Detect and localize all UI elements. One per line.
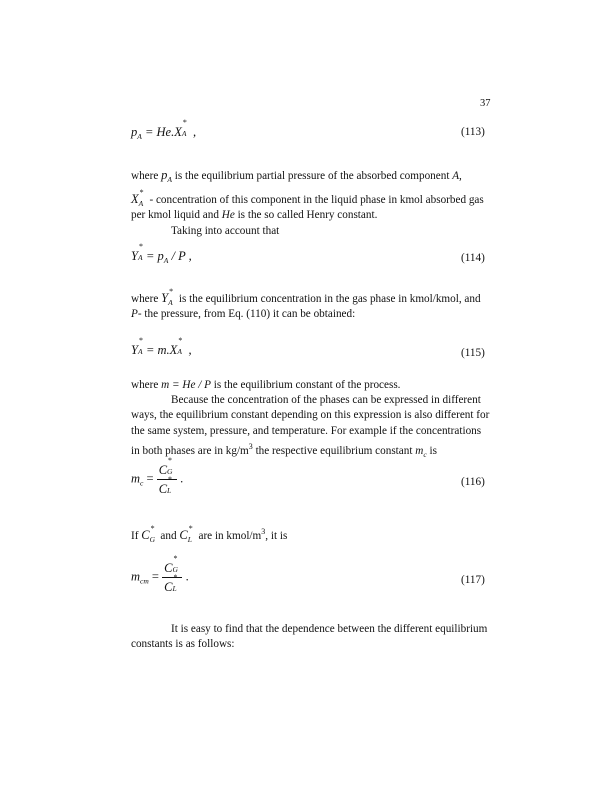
- equation-115-number: (115): [461, 347, 485, 359]
- eq115-tail: ,: [185, 343, 192, 357]
- p2-y-symbol: Y: [161, 291, 169, 305]
- eq117-den-sub: L: [172, 584, 177, 593]
- eq116-tail: .: [180, 471, 184, 486]
- eq113-rhs-sup: *: [182, 118, 187, 127]
- eq115-lhs-sub: A: [137, 347, 143, 356]
- p4-cl-sub: L: [187, 535, 192, 544]
- p1-l3a: per kmol liquid and: [131, 209, 222, 222]
- p1-l3b: is the so called Henry constant.: [234, 209, 378, 222]
- equation-114-number: (114): [461, 252, 485, 264]
- eq114-rest: / P ,: [168, 249, 192, 263]
- p3-line5: [131, 439, 493, 462]
- p2-l2b: - the pressure, from Eq. (110) it can be obtained:: [137, 308, 356, 321]
- paragraph-5: [131, 622, 493, 652]
- p3-l5b: the respective equilibrium constant: [252, 444, 416, 457]
- page-number: 37: [480, 98, 491, 109]
- p3-line4: the same system, pressure, and temperature. For example if the concentrations: [131, 424, 482, 437]
- p2-l1a: where: [131, 293, 162, 305]
- p3-l5c: is: [426, 444, 437, 457]
- eq116-num-sup: *: [168, 456, 173, 465]
- equation-113-number: (113): [461, 126, 485, 138]
- p1-p-sub: A: [167, 175, 172, 184]
- p1-x-sub: A: [138, 199, 144, 209]
- equation-113: [131, 118, 197, 141]
- paragraph-4: [131, 524, 287, 544]
- eq117-den-sup: *: [173, 573, 178, 582]
- p3-l5-sup: 3: [248, 441, 253, 451]
- p4-b: and: [157, 530, 180, 542]
- eq116-fraction-bar: [157, 479, 177, 480]
- eq116-denominator: [157, 475, 177, 497]
- p3-l5a: in both phases are in kg/m: [131, 444, 249, 457]
- eq117-numerator: [162, 554, 182, 576]
- p3-mc: m: [415, 444, 424, 457]
- eq117-lhs-sub: cm: [140, 576, 149, 586]
- p2-line2: [131, 307, 493, 322]
- eq115-rhs-sup: *: [178, 336, 183, 345]
- eq116-den-c: C: [158, 482, 168, 496]
- p1-x-symbol: X: [131, 192, 139, 207]
- p1-p-symbol: p: [161, 168, 168, 182]
- p4-cl: C: [179, 528, 188, 542]
- p2-l1b: is the equilibrium concentration in the gas phase in kmol/kmol, and: [176, 293, 481, 305]
- p4-cg: C: [141, 528, 150, 542]
- p3-line1: [131, 378, 493, 393]
- eq113-rhs-sub: A: [181, 129, 187, 138]
- p4-cg-sup: *: [150, 524, 155, 533]
- p5-line1: It is easy to find that the dependence between the different equilibrium: [171, 623, 488, 635]
- eq114-lhs-sup: *: [138, 242, 143, 251]
- p4-c: are in kmol/m: [195, 530, 262, 542]
- eq116-den-sup: *: [168, 475, 173, 484]
- eq117-fraction: [162, 554, 182, 595]
- eq113-tail: ,: [189, 125, 197, 139]
- p3-line3: ways, the equilibrium constant depending on this expression is also different for: [131, 409, 490, 422]
- eq117-fraction-bar: [162, 577, 182, 578]
- eq116-num-c: C: [158, 463, 168, 477]
- eq116-fraction: [157, 456, 177, 497]
- eq117-lhs: m: [131, 569, 141, 584]
- eq114-lhs: Y: [131, 249, 138, 263]
- p5-line2: constants is as follows:: [131, 638, 235, 651]
- eq115-rhs: = m.X: [145, 343, 178, 357]
- eq116-num-sub: G: [167, 467, 173, 476]
- paragraph-2: [131, 287, 493, 322]
- equation-117-number: (117): [461, 574, 485, 586]
- eq117-den-c: C: [164, 580, 173, 594]
- p3-m-expr: m = He / P: [161, 379, 211, 391]
- eq117-num-sub: G: [172, 565, 178, 574]
- p1-he: He: [221, 209, 235, 222]
- eq117-equals: =: [151, 569, 159, 584]
- eq115-lhs-sup: *: [138, 336, 143, 345]
- p4-cg-sub: G: [149, 535, 156, 544]
- p1-line2: [131, 188, 493, 209]
- p1-line3: [131, 208, 493, 223]
- p1-l1a: where: [131, 170, 162, 182]
- eq116-lhs: m: [131, 471, 141, 486]
- p1-x-sup: *: [139, 188, 144, 198]
- p1-l1c: A,: [452, 170, 462, 182]
- paragraph-3: [131, 378, 493, 462]
- paragraph-1: [131, 168, 493, 239]
- p4-d: , it is: [265, 530, 288, 542]
- eq114-lhs-sub: A: [137, 253, 143, 262]
- eq116-numerator: [157, 456, 177, 478]
- p4-a: If: [131, 530, 142, 542]
- eq116-equals: =: [146, 471, 154, 486]
- equation-117: [131, 554, 189, 595]
- eq117-num-sup: *: [173, 554, 178, 563]
- p2-line1: [131, 287, 493, 307]
- eq117-num-c: C: [164, 561, 173, 575]
- eq116-den-sub: L: [167, 486, 172, 495]
- eq113-lhs: p: [131, 125, 138, 139]
- p2-p: P: [131, 308, 138, 321]
- eq113-lhs-sub: A: [137, 132, 142, 141]
- p3-l1a: where: [131, 379, 162, 391]
- eq117-tail: .: [185, 569, 189, 584]
- p3-l1b: is the equilibrium constant of the process.: [210, 379, 401, 391]
- eq117-denominator: [162, 573, 182, 595]
- p2-y-sub: A: [168, 298, 173, 307]
- eq114-mid-sub: A: [163, 256, 169, 265]
- equation-114: [131, 242, 192, 265]
- eq114-mid: = p: [145, 249, 164, 263]
- p1-l1b: is the equilibrium partial pressure of the absorbed component: [171, 170, 453, 182]
- p3-mc-sub: c: [423, 449, 427, 459]
- eq113-rhs: = He.X: [144, 125, 182, 139]
- p1-line1: [131, 168, 493, 187]
- equation-116: [131, 456, 184, 497]
- p4-sup: 3: [261, 527, 266, 536]
- eq115-rhs-sub: A: [177, 347, 182, 356]
- equation-116-number: (116): [461, 476, 485, 488]
- p1-l2b: - concentration of this component in the liquid phase in kmol absorbed gas: [146, 194, 484, 207]
- p1-line4: Taking into account that: [171, 224, 280, 237]
- p3-line2: Because the concentration of the phases can be expressed in different: [171, 394, 481, 407]
- p4-cl-sup: *: [188, 524, 193, 533]
- equation-115: [131, 336, 192, 358]
- p2-y-sup: *: [169, 287, 174, 296]
- eq116-lhs-sub: c: [140, 478, 144, 488]
- eq115-lhs: Y: [131, 343, 138, 357]
